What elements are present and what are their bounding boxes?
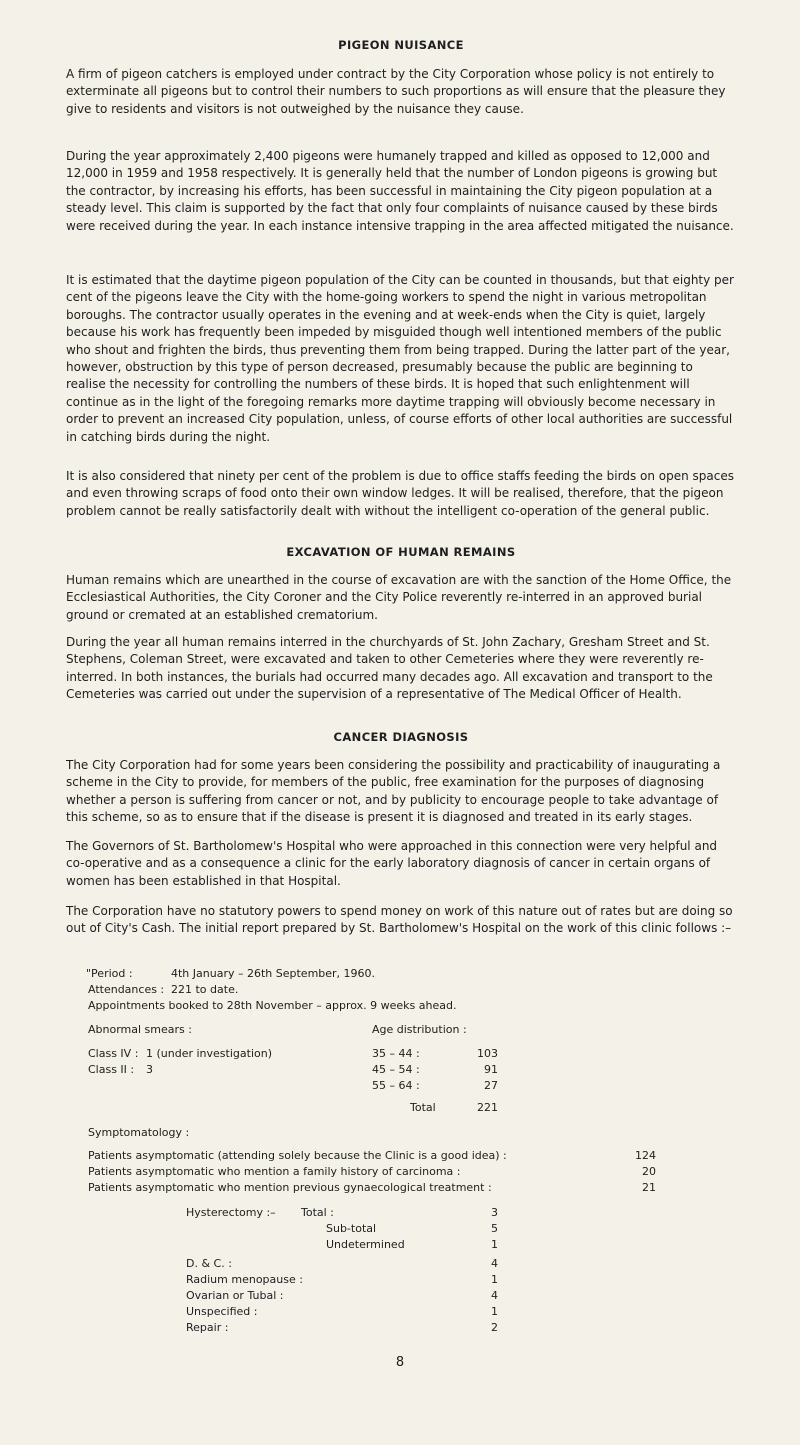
- heading-pigeon-nuisance: PIGEON NUISANCE: [338, 38, 464, 52]
- age-total-label: Total: [410, 1101, 436, 1114]
- hysterectomy-type: Total :: [301, 1206, 334, 1219]
- treatment-value: 4: [491, 1257, 498, 1270]
- treatment-label: Unspecified :: [186, 1305, 258, 1318]
- hysterectomy-label: Hysterectomy :–: [186, 1206, 276, 1219]
- pigeon-paragraph-4: It is also considered that ninety per cent of the problem is due to office staffs feeding the birds on open spaces and even throwing scraps of food onto their own window ledges. It will be realised, therefore, that the pigeon problem cannot be really satisfactorily dealt with without the intelligent co-operation of the general public.: [66, 469, 734, 518]
- patients-label: Patients asymptomatic who mention a family history of carcinoma :: [88, 1165, 461, 1178]
- patients-label: Patients asymptomatic (attending solely because the Clinic is a good idea) :: [88, 1149, 507, 1162]
- age-distribution-heading: Age distribution :: [372, 1023, 467, 1036]
- cancer-paragraph-1: The City Corporation had for some years been considering the possibility and practicability of inaugurating a scheme in the City to provide, for members of the public, free examination for the purposes of diagnosing whether a person is suffering from cancer or not, and by publicity to encourage people to take advantage of this scheme, so as to ensure that if the disease is present it is diagnosed and treated in its early stages.: [66, 758, 721, 825]
- hysterectomy-value: 5: [491, 1222, 498, 1235]
- symptomatology-heading: Symptomatology :: [88, 1126, 190, 1139]
- pigeon-paragraph-3: It is estimated that the daytime pigeon population of the City can be counted in thousands, but that eighty per cent of the pigeons leave the City with the home-going workers to spend the night in various metropolitan boroughs. The contractor usually operates in the evening and at week-ends when the City is quiet, largely because his work has frequently been impeded by misguided though well intentioned members of the public who shout and frighten the birds, thus preventing them from being trapped. During the latter part of the year, however, obstruction by this type of person decreased, presumably because the public are beginning to realise the necessity for controlling the numbers of these birds. It is hoped that such enlightenment will continue as in the light of the foregoing remarks more daytime trapping will obviously become necessary in order to prevent an increased City population, unless, of course efforts of other local authorities are successful in catching birds during the night.: [66, 273, 734, 444]
- treatment-value: 1: [491, 1273, 498, 1286]
- attendances-label: Attendances :: [88, 983, 165, 996]
- treatment-label: Repair :: [186, 1321, 229, 1334]
- treatment-label: Ovarian or Tubal :: [186, 1289, 284, 1302]
- excavation-paragraph-2: During the year all human remains interred in the churchyards of St. John Zachary, Gresham Street and St. Stephens, Coleman Street, were excavated and taken to other Cemeteries where they were reverently re-interred. In both instances, the burials had occurred many decades ago. All excavation and transport to the Cemeteries was carried out under the supervision of a representative of The Medical Officer of Health.: [66, 635, 713, 702]
- age-total-value: 221: [477, 1101, 498, 1114]
- patients-value: 20: [642, 1165, 656, 1178]
- treatment-label: Radium menopause :: [186, 1273, 303, 1286]
- cancer-paragraph-3: The Corporation have no statutory powers to spend money on work of this nature out of rates but are doing so out of City's Cash. The initial report prepared by St. Bartholomew's Hospital on the work of this clinic follows :–: [66, 904, 733, 936]
- smear-class-label: Class II :: [88, 1063, 135, 1076]
- age-count: 27: [484, 1079, 498, 1092]
- patients-value: 21: [642, 1181, 656, 1194]
- age-count: 91: [484, 1063, 498, 1076]
- hysterectomy-type: Undetermined: [326, 1238, 405, 1251]
- patients-value: 124: [635, 1149, 656, 1162]
- pigeon-paragraph-2: During the year approximately 2,400 pigeons were humanely trapped and killed as opposed to 12,000 and 12,000 in 1959 and 1958 respectively. It is generally held that the number of London pigeons is growing but the contractor, by increasing his efforts, has been successful in maintaining the City pigeon population at a steady level. This claim is supported by the fact that only four complaints of nuisance caused by these birds were received during the year. In each instance intensive trapping in the area affected mitigated the nuisance.: [66, 149, 734, 233]
- treatment-value: 2: [491, 1321, 498, 1334]
- heading-excavation: EXCAVATION OF HUMAN REMAINS: [286, 545, 516, 559]
- age-range: 35 – 44 :: [372, 1047, 420, 1060]
- age-count: 103: [477, 1047, 498, 1060]
- age-range: 45 – 54 :: [372, 1063, 420, 1076]
- treatment-value: 4: [491, 1289, 498, 1302]
- patients-label: Patients asymptomatic who mention previous gynaecological treatment :: [88, 1181, 492, 1194]
- treatment-label: D. & C. :: [186, 1257, 232, 1270]
- smear-class-value: 3: [146, 1063, 153, 1076]
- abnormal-smears-heading: Abnormal smears :: [88, 1023, 192, 1036]
- age-range: 55 – 64 :: [372, 1079, 420, 1092]
- attendances-value: 221 to date.: [171, 983, 239, 996]
- cancer-paragraph-2: The Governors of St. Bartholomew's Hospital who were approached in this connection were very helpful and co-operative and as a consequence a clinic for the early laboratory diagnosis of cancer in certain organs of women has been established in that Hospital.: [66, 839, 718, 888]
- hysterectomy-value: 3: [491, 1206, 498, 1219]
- treatment-value: 1: [491, 1305, 498, 1318]
- smear-class-value: 1 (under investigation): [146, 1047, 272, 1060]
- hysterectomy-type: Sub-total: [326, 1222, 377, 1235]
- excavation-paragraph-1: Human remains which are unearthed in the course of excavation are with the sanction of the Home Office, the Ecclesiastical Authorities, the City Coroner and the City Police reverently re-interred in an approved burial ground or cremated at an established crematorium.: [66, 573, 732, 622]
- pigeon-paragraph-1: A firm of pigeon catchers is employed under contract by the City Corporation whose policy is not entirely to exterminate all pigeons but to control their numbers to such proportions as will ensure that the pleasure they give to residents and visitors is not outweighed by the nuisance they cause.: [66, 67, 726, 116]
- period-label: "Period :: [86, 967, 133, 980]
- hysterectomy-value: 1: [491, 1238, 498, 1251]
- appointments-text: Appointments booked to 28th November – approx. 9 weeks ahead.: [88, 999, 457, 1012]
- heading-cancer-diagnosis: CANCER DIAGNOSIS: [333, 730, 469, 744]
- smear-class-label: Class IV :: [88, 1047, 139, 1060]
- period-value: 4th January – 26th September, 1960.: [171, 967, 376, 980]
- page-number: 8: [395, 1355, 405, 1370]
